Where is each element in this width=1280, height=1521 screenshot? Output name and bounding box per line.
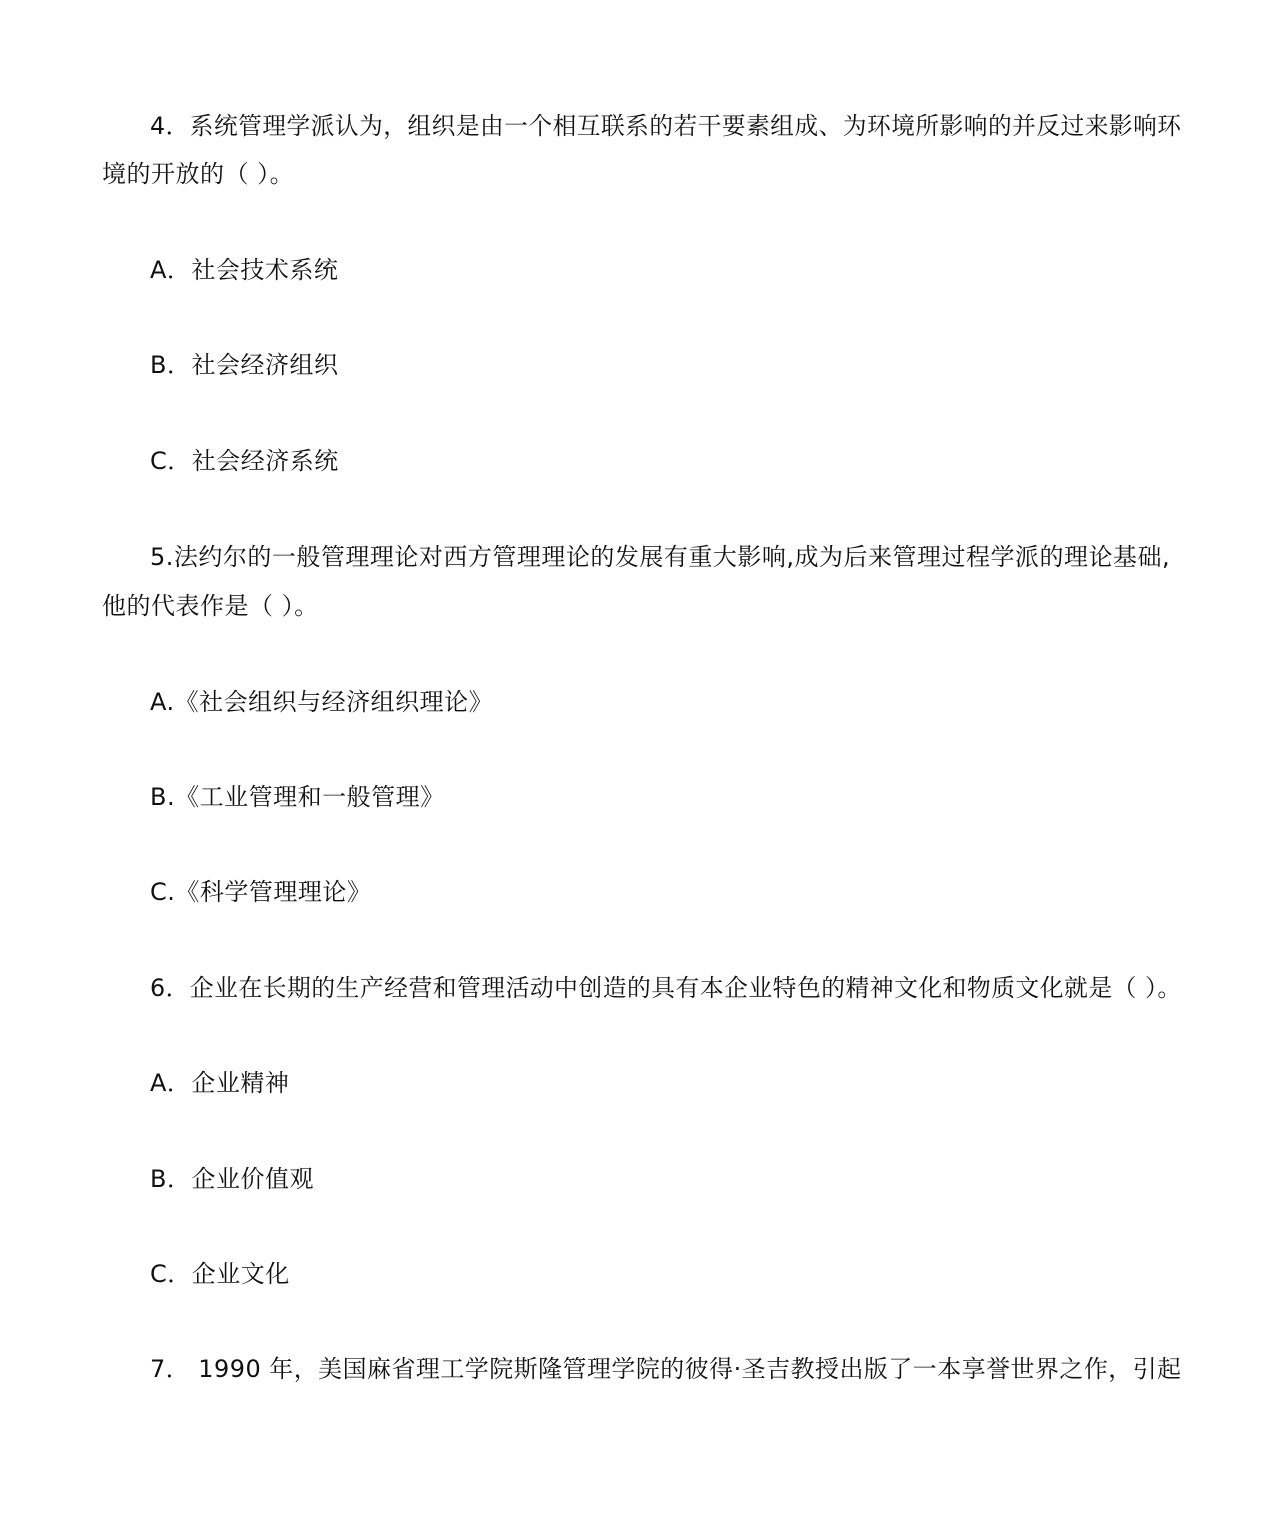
question-4-stem-line-1: 4．系统管理学派认为，组织是由一个相互联系的若干要素组成、为环境所影响的并反过来影响环	[150, 112, 1182, 140]
question-5-option-c: C.《科学管理理论》	[150, 878, 372, 906]
question-7-stem-line-1: 7． 1990 年，美国麻省理工学院斯隆管理学院的彼得·圣吉教授出版了一本享誉世界之作，引起	[150, 1355, 1182, 1383]
question-6-option-b: B．企业价值观	[150, 1165, 314, 1193]
question-4-option-a: A．社会技术系统	[150, 256, 339, 284]
question-4-stem-line-2: 境的开放的（ ）。	[102, 160, 295, 188]
question-5-stem-line-1: 5.法约尔的一般管理理论对西方管理理论的发展有重大影响,成为后来管理过程学派的理论基础,	[150, 543, 1171, 571]
question-5-stem-line-2: 他的代表作是（ ）。	[102, 592, 319, 620]
question-4-option-c: C．社会经济系统	[150, 447, 339, 475]
question-6-option-c: C．企业文化	[150, 1260, 290, 1288]
question-5-option-b: B.《工业管理和一般管理》	[150, 783, 445, 811]
question-5-option-a: A.《社会组织与经济组织理论》	[150, 688, 494, 716]
question-6-stem-line-1: 6．企业在长期的生产经营和管理活动中创造的具有本企业特色的精神文化和物质文化就是（ ）。	[150, 974, 1182, 1002]
question-4-option-b: B．社会经济组织	[150, 351, 339, 379]
question-6-option-a: A．企业精神	[150, 1069, 290, 1097]
